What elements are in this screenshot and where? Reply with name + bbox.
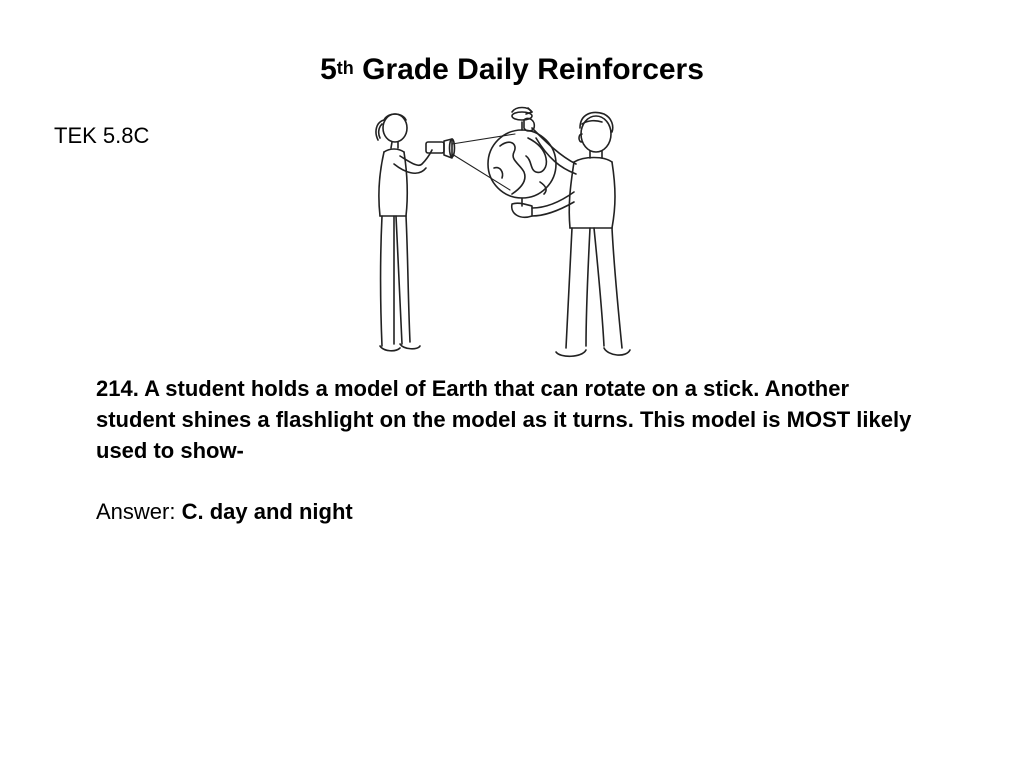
page-title xyxy=(0,50,1024,90)
earth-globe-icon xyxy=(488,108,556,207)
students-earth-flashlight-illustration xyxy=(360,98,640,363)
question-text: 214. A student holds a model of Earth that can rotate on a stick. Another student shines a flashlight on the model as it turns. This model is MOST likely used to show- xyxy=(96,376,912,463)
title-text: Grade Daily Reinforcers xyxy=(362,53,704,86)
title-superscript: th xyxy=(336,58,354,78)
boy-figure-icon xyxy=(512,113,630,357)
answer-line xyxy=(96,496,353,527)
answer-label: Answer: xyxy=(96,499,176,524)
title-number: 5 xyxy=(320,53,337,86)
tek-label: TEK 5.8C xyxy=(54,123,150,148)
girl-figure-icon xyxy=(376,114,455,351)
answer-value: C. day and night xyxy=(181,499,353,524)
